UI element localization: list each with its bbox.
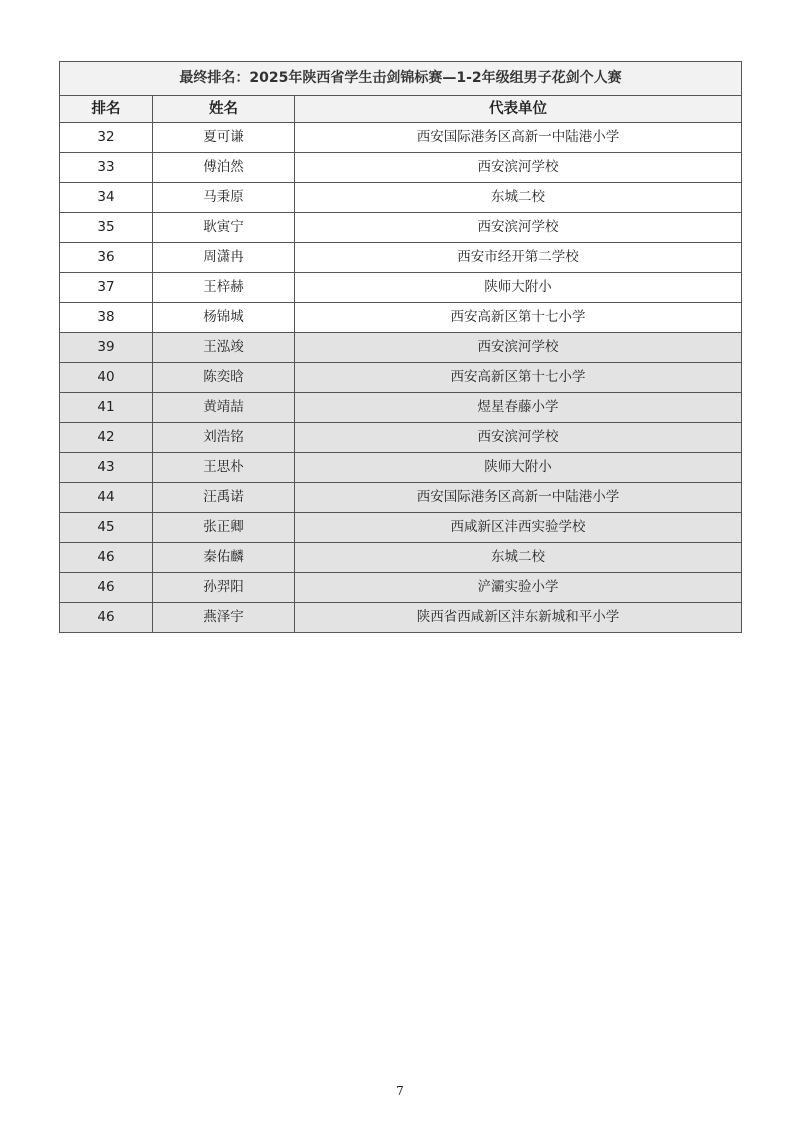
unit-cell: 西咸新区沣西实验学校 <box>295 513 742 543</box>
unit-cell: 煜星春藤小学 <box>295 393 742 423</box>
table-row <box>60 513 742 543</box>
unit-cell: 西安国际港务区高新一中陆港小学 <box>295 483 742 513</box>
name-cell: 王思朴 <box>153 453 295 483</box>
name-cell: 傅泊然 <box>153 153 295 183</box>
results-table <box>59 61 742 633</box>
table-row <box>60 453 742 483</box>
table-row <box>60 393 742 423</box>
table-row <box>60 603 742 633</box>
rank-cell: 33 <box>60 153 153 183</box>
table-row <box>60 243 742 273</box>
name-cell: 王泓竣 <box>153 333 295 363</box>
rank-cell: 46 <box>60 603 153 633</box>
unit-cell: 西安市经开第二学校 <box>295 243 742 273</box>
column-header-name: 姓名 <box>153 96 295 123</box>
header-row <box>60 96 742 123</box>
rank-cell: 43 <box>60 453 153 483</box>
table-row <box>60 183 742 213</box>
rank-cell: 42 <box>60 423 153 453</box>
name-cell: 汪禹诺 <box>153 483 295 513</box>
table-row <box>60 123 742 153</box>
unit-cell: 西安滨河学校 <box>295 153 742 183</box>
unit-cell: 西安高新区第十七小学 <box>295 303 742 333</box>
rank-cell: 37 <box>60 273 153 303</box>
unit-cell: 西安高新区第十七小学 <box>295 363 742 393</box>
rank-cell: 38 <box>60 303 153 333</box>
name-cell: 马秉原 <box>153 183 295 213</box>
unit-cell: 西安国际港务区高新一中陆港小学 <box>295 123 742 153</box>
table-row <box>60 423 742 453</box>
name-cell: 杨锦城 <box>153 303 295 333</box>
table-row <box>60 333 742 363</box>
name-cell: 耿寅宁 <box>153 213 295 243</box>
rank-cell: 39 <box>60 333 153 363</box>
unit-cell: 西安滨河学校 <box>295 423 742 453</box>
unit-cell: 西安滨河学校 <box>295 213 742 243</box>
name-cell: 张正卿 <box>153 513 295 543</box>
unit-cell: 陕师大附小 <box>295 273 742 303</box>
unit-cell: 东城二校 <box>295 543 742 573</box>
rank-cell: 34 <box>60 183 153 213</box>
rank-cell: 41 <box>60 393 153 423</box>
rank-cell: 40 <box>60 363 153 393</box>
rank-cell: 36 <box>60 243 153 273</box>
table-row <box>60 213 742 243</box>
unit-cell: 西安滨河学校 <box>295 333 742 363</box>
column-header-unit: 代表单位 <box>295 96 742 123</box>
table-row <box>60 273 742 303</box>
unit-cell: 浐灞实验小学 <box>295 573 742 603</box>
table-title: 最终排名：2025年陕西省学生击剑锦标赛—1-2年级组男子花剑个人赛 <box>60 62 742 96</box>
table-row <box>60 573 742 603</box>
page-number: 7 <box>396 1084 404 1098</box>
table-body <box>60 123 742 633</box>
title-row <box>60 62 742 96</box>
name-cell: 燕泽宇 <box>153 603 295 633</box>
name-cell: 陈奕晗 <box>153 363 295 393</box>
name-cell: 周潇冉 <box>153 243 295 273</box>
rank-cell: 46 <box>60 543 153 573</box>
name-cell: 黄靖喆 <box>153 393 295 423</box>
name-cell: 王梓赫 <box>153 273 295 303</box>
table-row <box>60 303 742 333</box>
unit-cell: 东城二校 <box>295 183 742 213</box>
rank-cell: 44 <box>60 483 153 513</box>
unit-cell: 陕西省西咸新区沣东新城和平小学 <box>295 603 742 633</box>
name-cell: 秦佑麟 <box>153 543 295 573</box>
name-cell: 夏可谦 <box>153 123 295 153</box>
name-cell: 孙羿阳 <box>153 573 295 603</box>
rank-cell: 45 <box>60 513 153 543</box>
table-row <box>60 363 742 393</box>
table-row <box>60 543 742 573</box>
rank-cell: 46 <box>60 573 153 603</box>
rank-cell: 32 <box>60 123 153 153</box>
rank-cell: 35 <box>60 213 153 243</box>
table-row <box>60 483 742 513</box>
column-header-rank: 排名 <box>60 96 153 123</box>
name-cell: 刘浩铭 <box>153 423 295 453</box>
unit-cell: 陕师大附小 <box>295 453 742 483</box>
table-row <box>60 153 742 183</box>
